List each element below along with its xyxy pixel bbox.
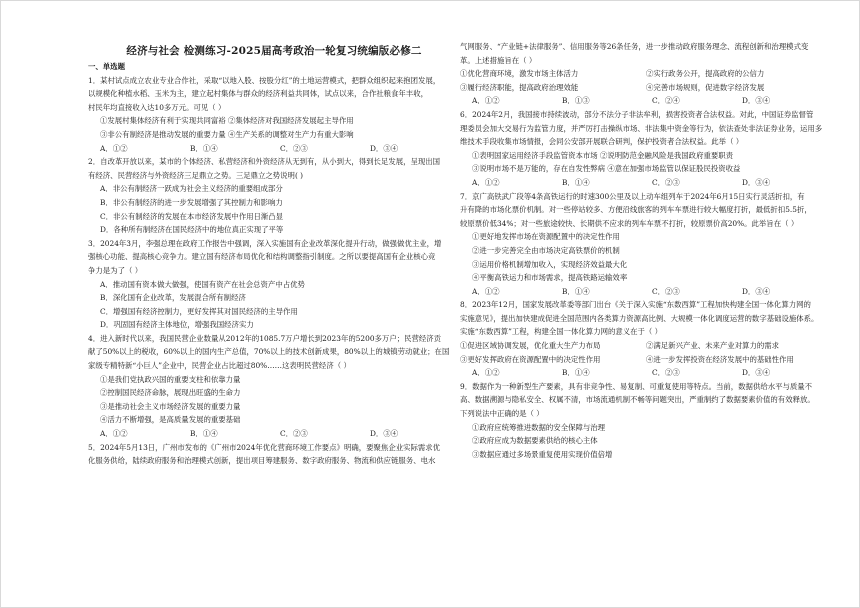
question-text-line: 升有降的市场化票价机制。对一些停站较多、方便沿线旅客的列车车票进行较大幅度打折，最低折扣5.5折，	[460, 205, 812, 215]
choice-row	[88, 427, 460, 441]
answer-option: ④平衡高铁运力和市场需求，提高铁路运输效率	[472, 273, 628, 283]
choice-option: C．②③	[652, 368, 680, 378]
choice-row	[460, 176, 832, 190]
answer-option: ②控制国民经济命脉，展现出旺盛的生命力	[100, 388, 241, 398]
choice-option: B．①④	[190, 143, 218, 153]
question-text-line: 1．某村试点成立农业专业合作社，采取“以地入股、按股分红”的土地运营模式，把群众组织起来抱团发展，	[88, 75, 441, 85]
page-title: 经济与社会 检测练习-2025届高考政治一轮复习统编版必修二	[126, 45, 422, 57]
question-text-line: 下列说法中正确的是（ ）	[460, 409, 544, 419]
choice-option: A．①②	[100, 143, 128, 153]
question-text-line: 5．2024年5月13日，广州市发布的《广州市2024年优化营商环境工作要点》明确，要聚焦企业实际需求优	[88, 442, 441, 452]
choice-row	[460, 285, 832, 299]
statement-row	[460, 81, 832, 95]
choice-option: A．①②	[100, 429, 128, 439]
choice-option: D．③④	[742, 286, 771, 296]
choice-option: C．②④	[652, 96, 680, 106]
choice-option: B．①④	[190, 429, 218, 439]
question-text-line: 有经济、民营经济与外资经济三足鼎立之势。三足鼎立之势说明( )	[88, 170, 304, 180]
question-text-line: 革。上述措施旨在（ ）	[460, 55, 537, 65]
answer-option: ①更好地发挥市场在资源配置中的决定性作用	[472, 232, 620, 242]
choice-option: C．②③	[652, 177, 680, 187]
answer-option: ①表明国家运用经济手段监管资本市场 ②说明防范金融风险是我国政府重要职责	[472, 150, 734, 160]
question-text-line: 7．京广高铁武广段等4条高铁运行的时速300公里及以上动车组列车于2024年6月15日实行灵活折扣，有	[460, 191, 805, 201]
answer-option: ①政府应统筹推进数据的安全保障与治理	[472, 422, 606, 432]
question-text-line: 高、数据溯源与隐私安全、权属不清，市场流通机制不畅等问题突出，严重制约了数据要素价值的有效释放。	[460, 395, 815, 405]
answer-option: ④活力不断增强，是高质量发展的重要基础	[100, 415, 241, 425]
answer-option: D．各种所有制经济在国民经济中的地位真正实现了平等	[100, 225, 284, 235]
choice-option: D．③④	[370, 143, 399, 153]
question-text-line: 4．进入新时代以来，我国民营企业数量从2012年的1085.7万户增长到2023年的5200多万户；民营经济贡	[88, 333, 442, 343]
answer-option: ③说明市场不是万能的，存在自发性弊病 ④意在加强市场监管以保证股民投资收益	[472, 164, 741, 174]
question-text-line: 理委员会加大交易行为监管力度，并严厉打击操纵市场、非法集中资金等行为，依法查处非法证券业务，运用多	[460, 123, 823, 133]
answer-option: ②政府应成为数据要素供给的核心主体	[472, 436, 598, 446]
choice-option: D．③④	[370, 429, 399, 439]
choice-option: C．②③	[280, 143, 308, 153]
statement-option: ④完善市场规则，促进数字经济发展	[646, 82, 765, 92]
question-text-line: 6．2024年2月，我国接市持续波动，部分不法分子非法牟利，损害投资者合法权益。对此，中国证券监督管	[460, 109, 814, 119]
question-text-line: 家级专精特新“小巨人”企业中，民营企业占比超过80%……这表明民营经济（ ）	[88, 361, 351, 371]
choice-option: D．③④	[742, 177, 771, 187]
question-text-line: 2．自改革开放以来，某市的个体经济、私营经济和外资经济从无到有，从小到大，得到长足发展，呈现出国	[88, 157, 441, 167]
answer-option: ③非公有制经济是推动发展的重要力量 ④生产关系的调整对生产力有重大影响	[100, 129, 354, 139]
answer-option: A．非公有制经济一跃成为社会主义经济的重要组成部分	[100, 184, 283, 194]
choice-row	[460, 94, 832, 108]
choice-option: B．①④	[562, 177, 590, 187]
question-text-line: 较原票价低34%；对一些旅途较快、长期供不应求的列车车票不打折，较原票价高20%。此举旨在（ ）	[460, 218, 799, 228]
answer-option: ③是推动社会主义市场经济发展的重要力量	[100, 401, 241, 411]
section-heading: 一、单选题	[88, 62, 125, 71]
statement-row	[460, 353, 832, 367]
question-text-line: 实施意见》，提出加快建成促进全国范围内各类算力资源高比例、大规模一体化调度运营的数字基础设施体系。	[460, 313, 819, 323]
question-text-line: 实施“东数西算”工程，构建全国一体化算力网的意义在于（ ）	[460, 327, 663, 337]
choice-row	[460, 366, 832, 380]
question-text-line: 争力是为了（ ）	[88, 265, 143, 275]
statement-row	[460, 339, 832, 353]
answer-option: A．推动国有资本做大做强，使国有资产在社会总资产中占优势	[100, 279, 305, 289]
choice-option: D．③④	[742, 368, 771, 378]
statement-row	[460, 67, 832, 81]
choice-option: A．①②	[472, 96, 500, 106]
choice-option: B．①④	[562, 368, 590, 378]
question-text-line: 8．2023年12月，国家发展改革委等部门出台《关于深入实施“东数西算”工程加快构建全国一体化算力网的	[460, 300, 811, 310]
choice-option: A．①②	[472, 368, 500, 378]
question-text-line: 化服务供给，陆续政府服务和治理模式创新，提出项目筹建服务、数字政府服务、物流和供应链服务、电水	[88, 456, 436, 466]
left-column	[88, 60, 460, 468]
answer-option: ②进一步完善完全由市场决定高铁票价的机制	[472, 245, 620, 255]
question-text-line: 村民年均直接收入达10多万元。可见（ ）	[88, 102, 226, 112]
choice-row	[88, 142, 460, 156]
answer-option: ①是我们党执政兴国的重要支柱和依靠力量	[100, 374, 241, 384]
statement-option: ③履行经济职能，提高政府治理效能	[460, 82, 579, 92]
statement-option: ①促进区域协调发展，优化重大生产力布局	[460, 341, 601, 351]
choice-option: A．①②	[472, 177, 500, 187]
statement-option: ②满足新兴产业、未来产业对算力的需求	[646, 341, 780, 351]
question-text-line: 维技术手段收集市场情报，会同公安部开展联合研判，保护投资者合法权益。此举（ ）	[460, 137, 744, 147]
right-column	[460, 40, 832, 461]
answer-option: ①发展村集体经济有利于实现共同富裕 ②集体经济对我国经济发展起主导作用	[100, 116, 354, 126]
statement-option: ①优化营商环境，激发市场主体活力	[460, 69, 579, 79]
question-text-line: 以规模化种植水稻、玉米为主，建立起村集体与群众的经济利益共同体，试点以来，合作社粮食年丰收，	[88, 89, 428, 99]
choice-option: B．①③	[562, 96, 590, 106]
answer-option: D．巩固国有经济主体地位，增强我国经济实力	[100, 320, 254, 330]
answer-option: C．增强国有经济控制力，更好发挥其对国民经济的主导作用	[100, 306, 298, 316]
question-text-line: 强核心功能、提高核心竞争力。建立国有经济布局优化和结构调整指引制度。之所以要提高国有企业核心竞	[88, 252, 436, 262]
answer-option: B．非公有制经济的进一步发展增强了其控制力和影响力	[100, 197, 283, 207]
statement-option: ②实行政务公开，提高政府的公信力	[646, 69, 765, 79]
question-text-line: 3．2024年3月，李强总理在政府工作报告中强调，深入实施国有企业改革深化提升行动，做强做优主业，增	[88, 238, 442, 248]
choice-option: A．①②	[472, 286, 500, 296]
choice-option: D．③④	[742, 96, 771, 106]
answer-option: ③数据应通过多场景重复使用实现价值倍增	[472, 449, 613, 459]
answer-option: B．深化国有企业改革，发展混合所有制经济	[100, 293, 246, 303]
choice-option: C．②③	[280, 429, 308, 439]
question-text-line: 9．数据作为一种新型生产要素，具有非竞争性、易复制、可重复使用等特点。当前，数据供给水平与质量不	[460, 381, 813, 391]
question-text-line: 气网服务、“产业链+法律服务”、信用服务等26条任务，进一步推动政府服务理念、流程创新和治理模式变	[460, 42, 809, 51]
answer-option: ③运用价格机制增加收入，实现经济效益最大化	[472, 259, 628, 269]
choice-option: C．②③	[652, 286, 680, 296]
question-text-line: 献了50%以上的税收，60%以上的国内生产总值，70%以上的技术创新成果，80%以上的城镇劳动就业；在国	[88, 347, 450, 357]
answer-option: C．非公有制经济的发展在本市经济发展中作用日渐凸显	[100, 211, 284, 221]
choice-option: B．①④	[562, 286, 590, 296]
statement-option: ③更好发挥政府在资源配置中的决定性作用	[460, 354, 601, 364]
statement-option: ④进一步发挥投资在经济发展中的基础性作用	[646, 354, 794, 364]
